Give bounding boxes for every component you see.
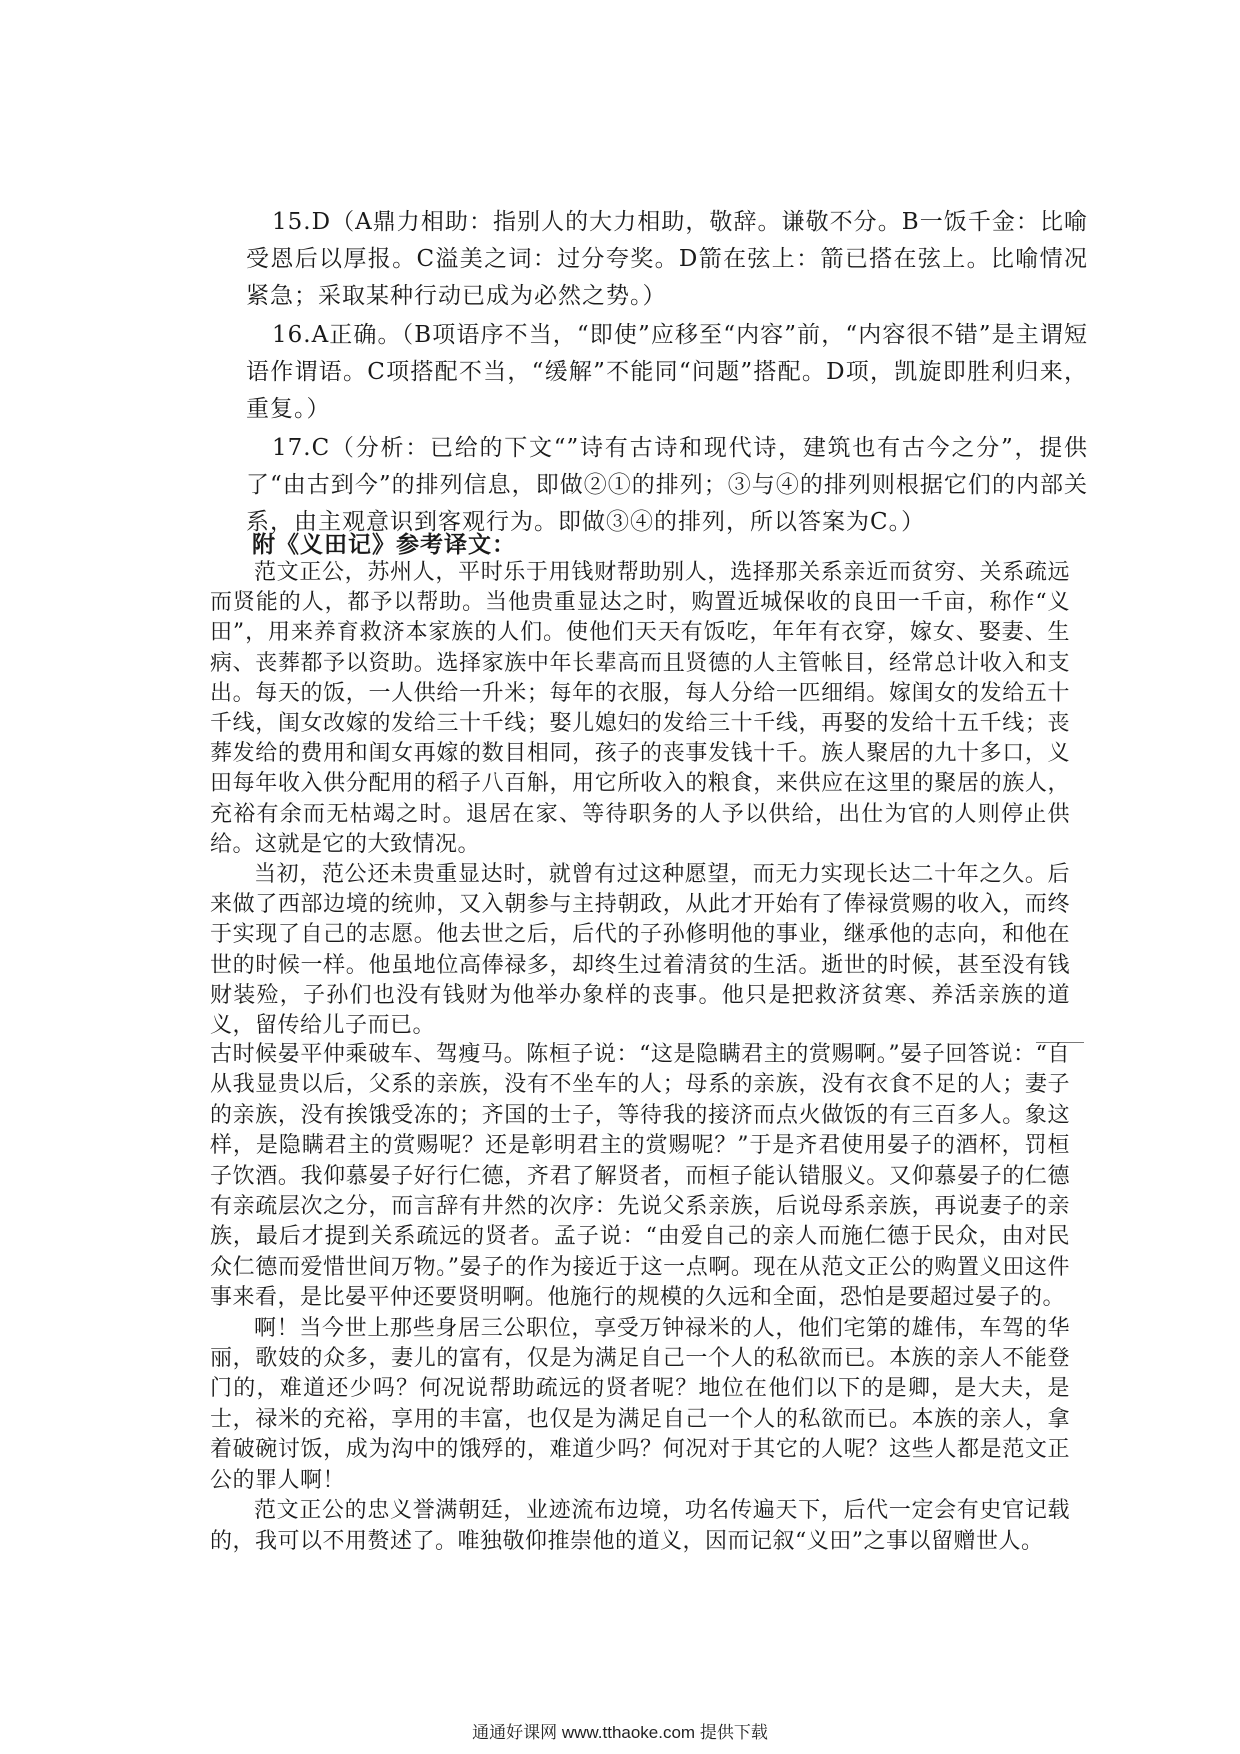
translation-heading: 附《义田记》参考译文： (252, 531, 516, 558)
translation-paragraph: 啊！当今世上那些身居三公职位，享受万钟禄米的人，他们宅第的雄伟，车驾的华丽，歌妓的众多，妻儿的富有，仅是为满足自己一个人的私欲而已。本族的亲人不能登门的，难道还少吗？何况说帮助疏远的贤者呢？地位在他们以下的是卿，是大夫，是士，禄米的充裕，享用的丰富，也仅是为满足自己一个人的私欲而已。本族的亲人，拿着破碗讨饭，成为沟中的饿殍的，难道少吗？何况对于其它的人呢？这些人都是范文正公的罪人啊！ (210, 1315, 1070, 1493)
translation-part-2 (210, 1040, 1070, 1557)
page-footer: 通通好课网 www.tthaoke.com 提供下载 (472, 1723, 768, 1742)
answer-15: 15.D（A鼎力相助：指别人的大力相助，敬辞。谦敬不分。B一饭千金：比喻受恩后以厚报。C溢美之词：过分夸奖。D箭在弦上：箭已搭在弦上。比喻情况紧急；采取某种行动已成为必然之势。） (246, 209, 1088, 309)
answer-16: 16.A正确。（B项语序不当，“即使”应移至“内容”前，“内容很不错”是主谓短语作谓语。C项搭配不当，“缓解”不能同“问题”搭配。D项，凯旋即胜利归来，重复。） (246, 322, 1088, 422)
translation-part-1 (210, 558, 1070, 1041)
answer-17: 17.C（分析：已给的下文“”诗有古诗和现代诗，建筑也有古今之分”，提供了“由古到今”的排列信息，即做②①的排列；③与④的排列则根据它们的内部关系，由主观意识到客观行为。即做③④的排列，所以答案为C。） (246, 435, 1088, 535)
translation-paragraph: 范文正公，苏州人，平时乐于用钱财帮助别人，选择那关系亲近而贫穷、关系疏远而贤能的人，都予以帮助。当他贵重显达之时，购置近城保收的良田一千亩，称作“义田”，用来养育救济本家族的人们。使他们天天有饭吃，年年有衣穿，嫁女、娶妻、生病、丧葬都予以资助。选择家族中年长辈高而且贤德的人主管帐目，经常总计收入和支出。每天的饭，一人供给一升米；每年的衣服，每人分给一匹细绢。嫁闺女的发给五十千线，闺女改嫁的发给三十千线；娶儿媳妇的发给三十千线，再娶的发给十五千线；丧葬发给的费用和闺女再嫁的数目相同，孩子的丧事发钱十千。族人聚居的九十多口，义田每年收入供分配用的稻子八百斛，用它所收入的粮食，来供应在这里的聚居的族人，充裕有余而无枯竭之时。退居在家、等待职务的人予以供给，出仕为官的人则停止供给。这就是它的大致情况。 (210, 560, 1070, 857)
translation-paragraph: 当初，范公还未贵重显达时，就曾有过这种愿望，而无力实现长达二十年之久。后来做了西部边境的统帅，又入朝参与主持朝政，从此才开始有了俸禄赏赐的收入，而终于实现了自己的志愿。他去世之后，后代的子孙修明他的事业，继承他的志向，和他在世的时候一样。他虽地位高俸禄多，却终生过着清贫的生活。逝世的时候，甚至没有钱财装殓，子孙们也没有钱财为他举办象样的丧事。他只是把救济贫寒、养活亲族的道义，留传给儿子而已。 (210, 862, 1070, 1039)
translation-paragraph: 范文正公的忠义誉满朝廷，业迹流布边境，功名传遍天下，后代一定会有史官记载的，我可以不用赘述了。唯独敬仰推崇他的道义，因而记叙“义田”之事以留赠世人。 (210, 1498, 1070, 1554)
translation-paragraph: 古时候晏平仲乘破车、驾瘦马。陈桓子说：“这是隐瞒君主的赏赐啊。”晏子回答说：“自从我显贵以后，父系的亲族，没有不坐车的人；母系的亲族，没有衣食不足的人；妻子的亲族，没有挨饿受冻的；齐国的士子，等待我的接济而点火做饭的有三百多人。象这样，是隐瞒君主的赏赐呢？还是彰明君主的赏赐呢？”于是齐君使用晏子的酒杯，罚桓子饮酒。我仰慕晏子好行仁德，齐君了解贤者，而桓子能认错服义。又仰慕晏子的仁德有亲疏层次之分，而言辞有井然的次序：先说父系亲族，后说母系亲族，再说妻子的亲族，最后才提到关系疏远的贤者。孟子说：“由爱自己的亲人而施仁德于民众，由对民众仁德而爱惜世间万物。”晏子的作为接近于这一点啊。现在从范文正公的购置义田这件事来看，是比晏平仲还要贤明啊。他施行的规模的久远和全面，恐怕是要超过晏子的。 (210, 1042, 1070, 1311)
answer-explanations (246, 204, 1088, 543)
